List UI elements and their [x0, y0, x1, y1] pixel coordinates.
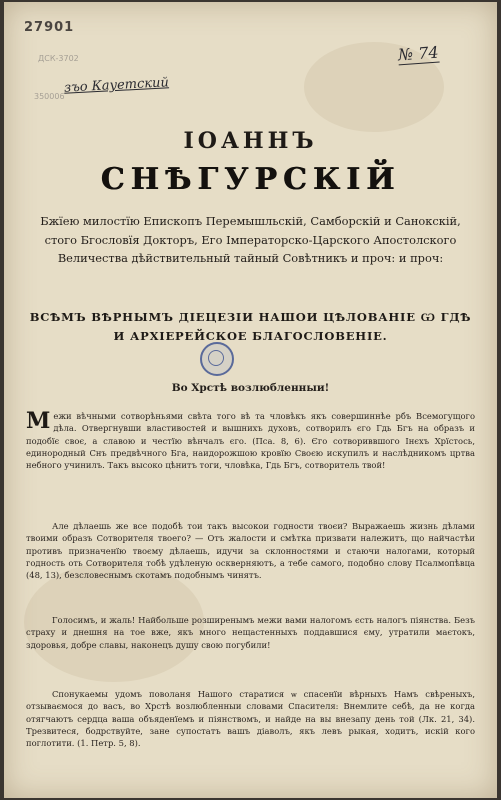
paragraph-text: Голосимъ, и жаль! Найбольше розширенымъ межи вами налогомъ єсть налогъ піянства. Безъ страху и днешня на тое вже, якъ много нещастенныхъ поддавшися єму, утратили маєтокъ, здоровья, добре славы, наконецъ душу свою погубили! [26, 615, 475, 650]
paragraph-3 [26, 614, 475, 651]
pencil-note: 350006 [34, 92, 65, 101]
paragraph-text: Спонукаемы удомъ поволаня Нашого старатися ѡ спасенїи вѣрныхъ Намъ свѣреныхъ, отзываємося до васъ, во Хрстѣ возлюбленныи словами Спасителя: Внемлите себѣ, да не когда отягчаютъ сердца ваша объяденїемъ и піянствомъ, и найде на вы внезапу день той (Лк. 21, 34). Трезвитеся, бодрствуйте, зане супостатъ вашъ діаволъ, якъ левъ рыкая, ходитъ, искій кого поглотити. (1. Петр. 5, 8). [26, 689, 475, 749]
dropcap: М [26, 408, 51, 434]
library-stamp-icon [200, 342, 234, 376]
paragraph-text: ежи вѣчными сотворѣньями свѣта того вѣ та чловѣкъ якъ совершиннѣе рбъ Всемогущого дѣла. Отвергнувши властивостей и вышнихъ духовъ, сотворилъ єго Гдь Бгъ на образъ и подобїє своє, а славою и честїю вѣнчалъ єго. (Пса. 8, 6). Єго сотвориввшого Інєхъ Хрїстось, единородный Снъ предвѣчного Бга, наидорожшою кровїю Своєю искупилъ и наслѣдникомъ цртва небного учинилъ. Такъ высоко цѣнитъ тоги, чловѣка, Гдь Бгъ, сотворитель твой! [26, 411, 475, 471]
greeting: ВСѢМЪ ВѢРНЫМЪ ДІЕЦЕЗІИ НАШОИ ЦѢЛОВАНІЕ Ѡ ГДѢ И АРХІЕРЕЙСКОЕ БЛАГОСЛОВЕНІЕ. [29, 310, 472, 343]
address-line: Во Хрстѣ возлюбленныи! [171, 382, 330, 394]
paragraph-text: Але дѣлаешь же все подобѣ тои такъ высокои годности твоєи? Выражаешь жизнь дѣлами твоими образъ Сотворителя твоего? — Отъ жалости и смѣтка призвати належитъ, що найчастѣи противъ призначенїю твоєму дѣлаешь, идучи за склонностями и стаючи налогами, который годность оть Сотворителя тобѣ удѣленую оскверняютъ, а тебе самого, подобно слову Псалмопѣвца (48, 13), безсловеснымъ скотамъ подобнымъ чинятъ. [26, 521, 475, 581]
document-page [4, 2, 497, 798]
pencil-note: ДСК-3702 [38, 54, 79, 63]
paragraph-4 [26, 688, 475, 749]
handwritten-inscription: зъо Кауетский [63, 75, 170, 96]
title-surname: СНѢГУРСКІЙ [100, 162, 401, 197]
catalog-mark: № 74 [397, 42, 440, 65]
paragraph-1 [26, 410, 475, 471]
paragraph-2 [26, 520, 475, 581]
archive-number: 27901 [24, 20, 75, 35]
bishop-titles: Бжїею милостїю Епископъ Перемышльскій, Самборскій и Санокскій, стого Бгословїя Докторъ, Его Імператорско-Царского Апостолского Величества дѣйствительный тайный Совѣтникъ и проч: и проч: [40, 214, 461, 265]
title-first-name: ІОАННЪ [183, 128, 318, 154]
